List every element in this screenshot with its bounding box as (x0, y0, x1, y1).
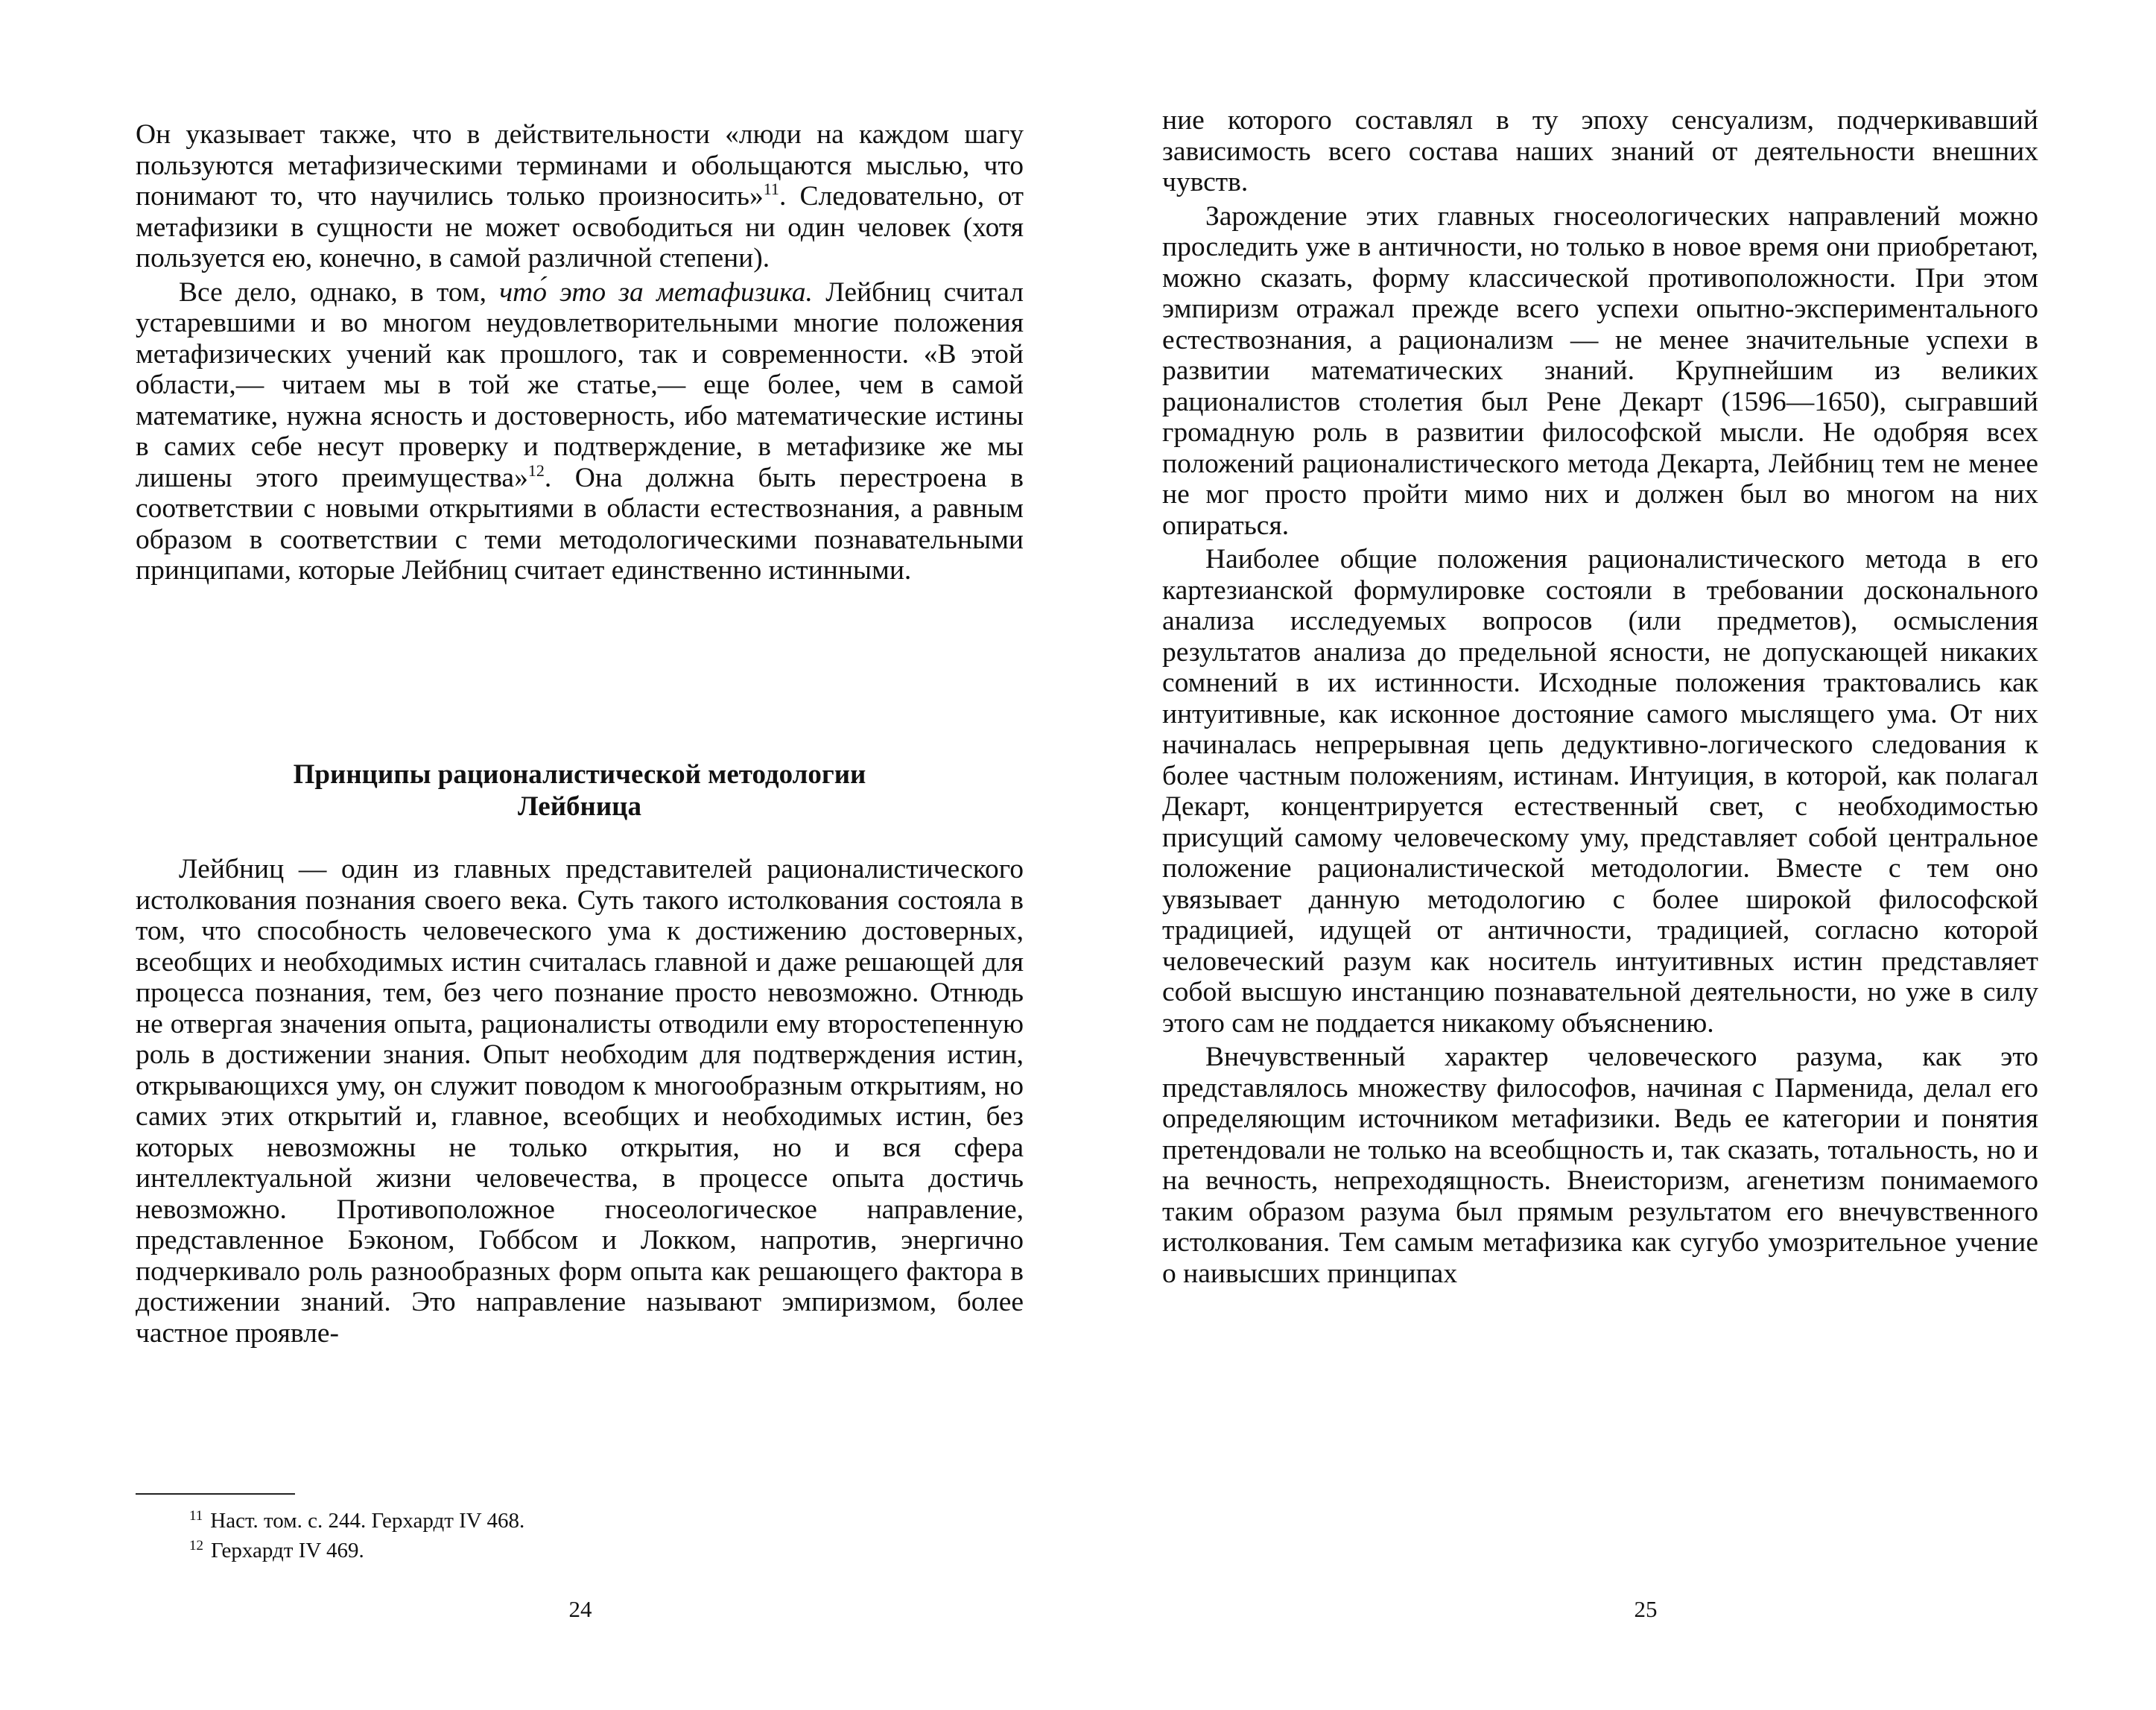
paragraph: ние которого составлял в ту эпоху сенсуализм, подчеркивавший зависимость всего состава наших знаний от деятельности внешних чувств. (1162, 105, 2038, 197)
page-number: 25 (1634, 1596, 1658, 1622)
paragraph: Внечувственный характер человеческого разума, как это представлялось множеству философов, начиная с Парменида, делал его определяющим источником метафизики. Ведь ее категории и понятия претендовали не только на всеобщность и, так сказать, тотальность, но и на вечность, непреходящность. Внеисторизм, агенетизм понимаемого таким образом разума был прямым результатом его внечувственного истолкования. Тем самым метафизика как сугубо умозрительное учение о наивысших принципах (1162, 1042, 2038, 1289)
paragraph: Лейбниц — один из главных представителей рационалистического истолкования познания своего века. Суть такого истолкования состояла в том, что способность человеческого ума к достижению достоверных, всеобщих и необходимых истин считалась главной и даже решающей для процесса познания, тем, без чего познание просто невозможно. Отнюдь не отвергая значения опыта, рационалисты отводили ему второстепенную роль в достижении знания. Опыт необходим для подтверждения истин, открывающихся уму, он служит поводом к многообразным открытиям, но самих этих открытий и, главное, всеобщих и необходимых истин, без которых невозможны не только открытия, но и вся сфера интеллектуальной жизни человечества, в процессе опыта достичь невозможно. Противоположное гносеологическое направление, представленное Бэконом, Гоббсом и Локком, напротив, энергично подчеркивало роль разнообразных форм опыта как решающего фактора в достижении знаний. Это направление называют эмпиризмом, более частное проявле- (136, 854, 1024, 1349)
section-heading (136, 759, 1024, 823)
paragraph: Все дело, однако, в том, что́ это за метафизика. Лейбниц считал устаревшими и во многом неудовлетворительными многие положения метафизических учений как прошлого, так и современности. «В этой области,— читаем мы в той же статье,— еще более, чем в самой математике, нужна ясность и достоверность, ибо математические истины в самих себе несут проверку и подтверждение, в метафизике же мы лишены этого преимущества»$^{12}$. Она должна быть перестроена в соответствии с новыми открытиями в области естествознания, а равным образом в соответствии с теми методологическими познавательными принципами, которые Лейбниц считает единственно истинными. (136, 276, 1024, 586)
section-heading-line: Лейбница (517, 791, 641, 822)
section-body (136, 854, 1024, 1349)
footnote: $^{11}$ Наст. том. с. 244. Герхардт IV 468. (189, 1508, 525, 1533)
paragraph: Наиболее общие положения рационалистического метода в его картезианской формулировке состояли в требовании доскональноro анализа исследуемых вопросов (или предметов), осмысления результатов анализа до предельной ясности, не допускающей никаких сомнений в их истинности. Исходные положения трактовались как интуитивные, как исконное достояние самого мыслящего ума. От них начиналась непрерывная цепь дедуктивно-логического следования к более частным положениям, истинам. Интуиция, в которой, как полагал Декарт, концентрируется естественный свет, с необходимостью присущий самому человеческому уму, представляет собой центральное положение рационалистической методологии. Вместе с тем оно увязывает данную методологию с более широкой философской традицией, идущей от античности, традицией, согласно которой человеческий разум как носитель интуитивных истин представляет собой высшую инстанцию познавательной деятельности, но уже в силу этого сам не поддается никакому объяснению. (1162, 544, 2038, 1039)
paragraph: Он указывает также, что в действительности «люди на каждом шагу пользуются метафизическими терминами и обольщаются мыслью, что понимают то, что научились только произносить»$^{11}$. Следовательно, от метафизики в сущности не может освободиться ни один человек (хотя пользуется ею, конечно, в самой различной степени). (136, 119, 1024, 273)
footnote: $^{12}$ Герхардт IV 469. (189, 1538, 364, 1562)
right-page-body (1162, 105, 2038, 1289)
paragraph: Зарождение этих главных гносеологических направлений можно проследить уже в античности, но только в новое время они приобретают, можно сказать, форму классической противоположности. При этом эмпиризм отражал прежде всего успехи опытно-экспериментального естествознания, а рационализм — не менее значительные успехи в развитии математических знаний. Крупнейшим из великих рационалистов столетия был Рене Декарт (1596—1650), сыгравший громадную роль в развитии философской мысли. Не одобряя всех положений рационалистического метода Декарта, Лейбниц тем не менее не мог просто пройти мимо них и должен был во многом на них опираться. (1162, 200, 2038, 541)
footnote-ref: 11 (763, 180, 779, 198)
left-page-body (136, 119, 1024, 586)
emphasis-text: что́ это за метафизика. (499, 276, 813, 308)
footnote-ref: 12 (527, 460, 545, 480)
page-number: 24 (568, 1596, 592, 1622)
section-heading-line: Принципы рационалистической методологии (293, 759, 866, 790)
footnote-divider (136, 1493, 295, 1495)
footnotes (189, 1504, 860, 1563)
